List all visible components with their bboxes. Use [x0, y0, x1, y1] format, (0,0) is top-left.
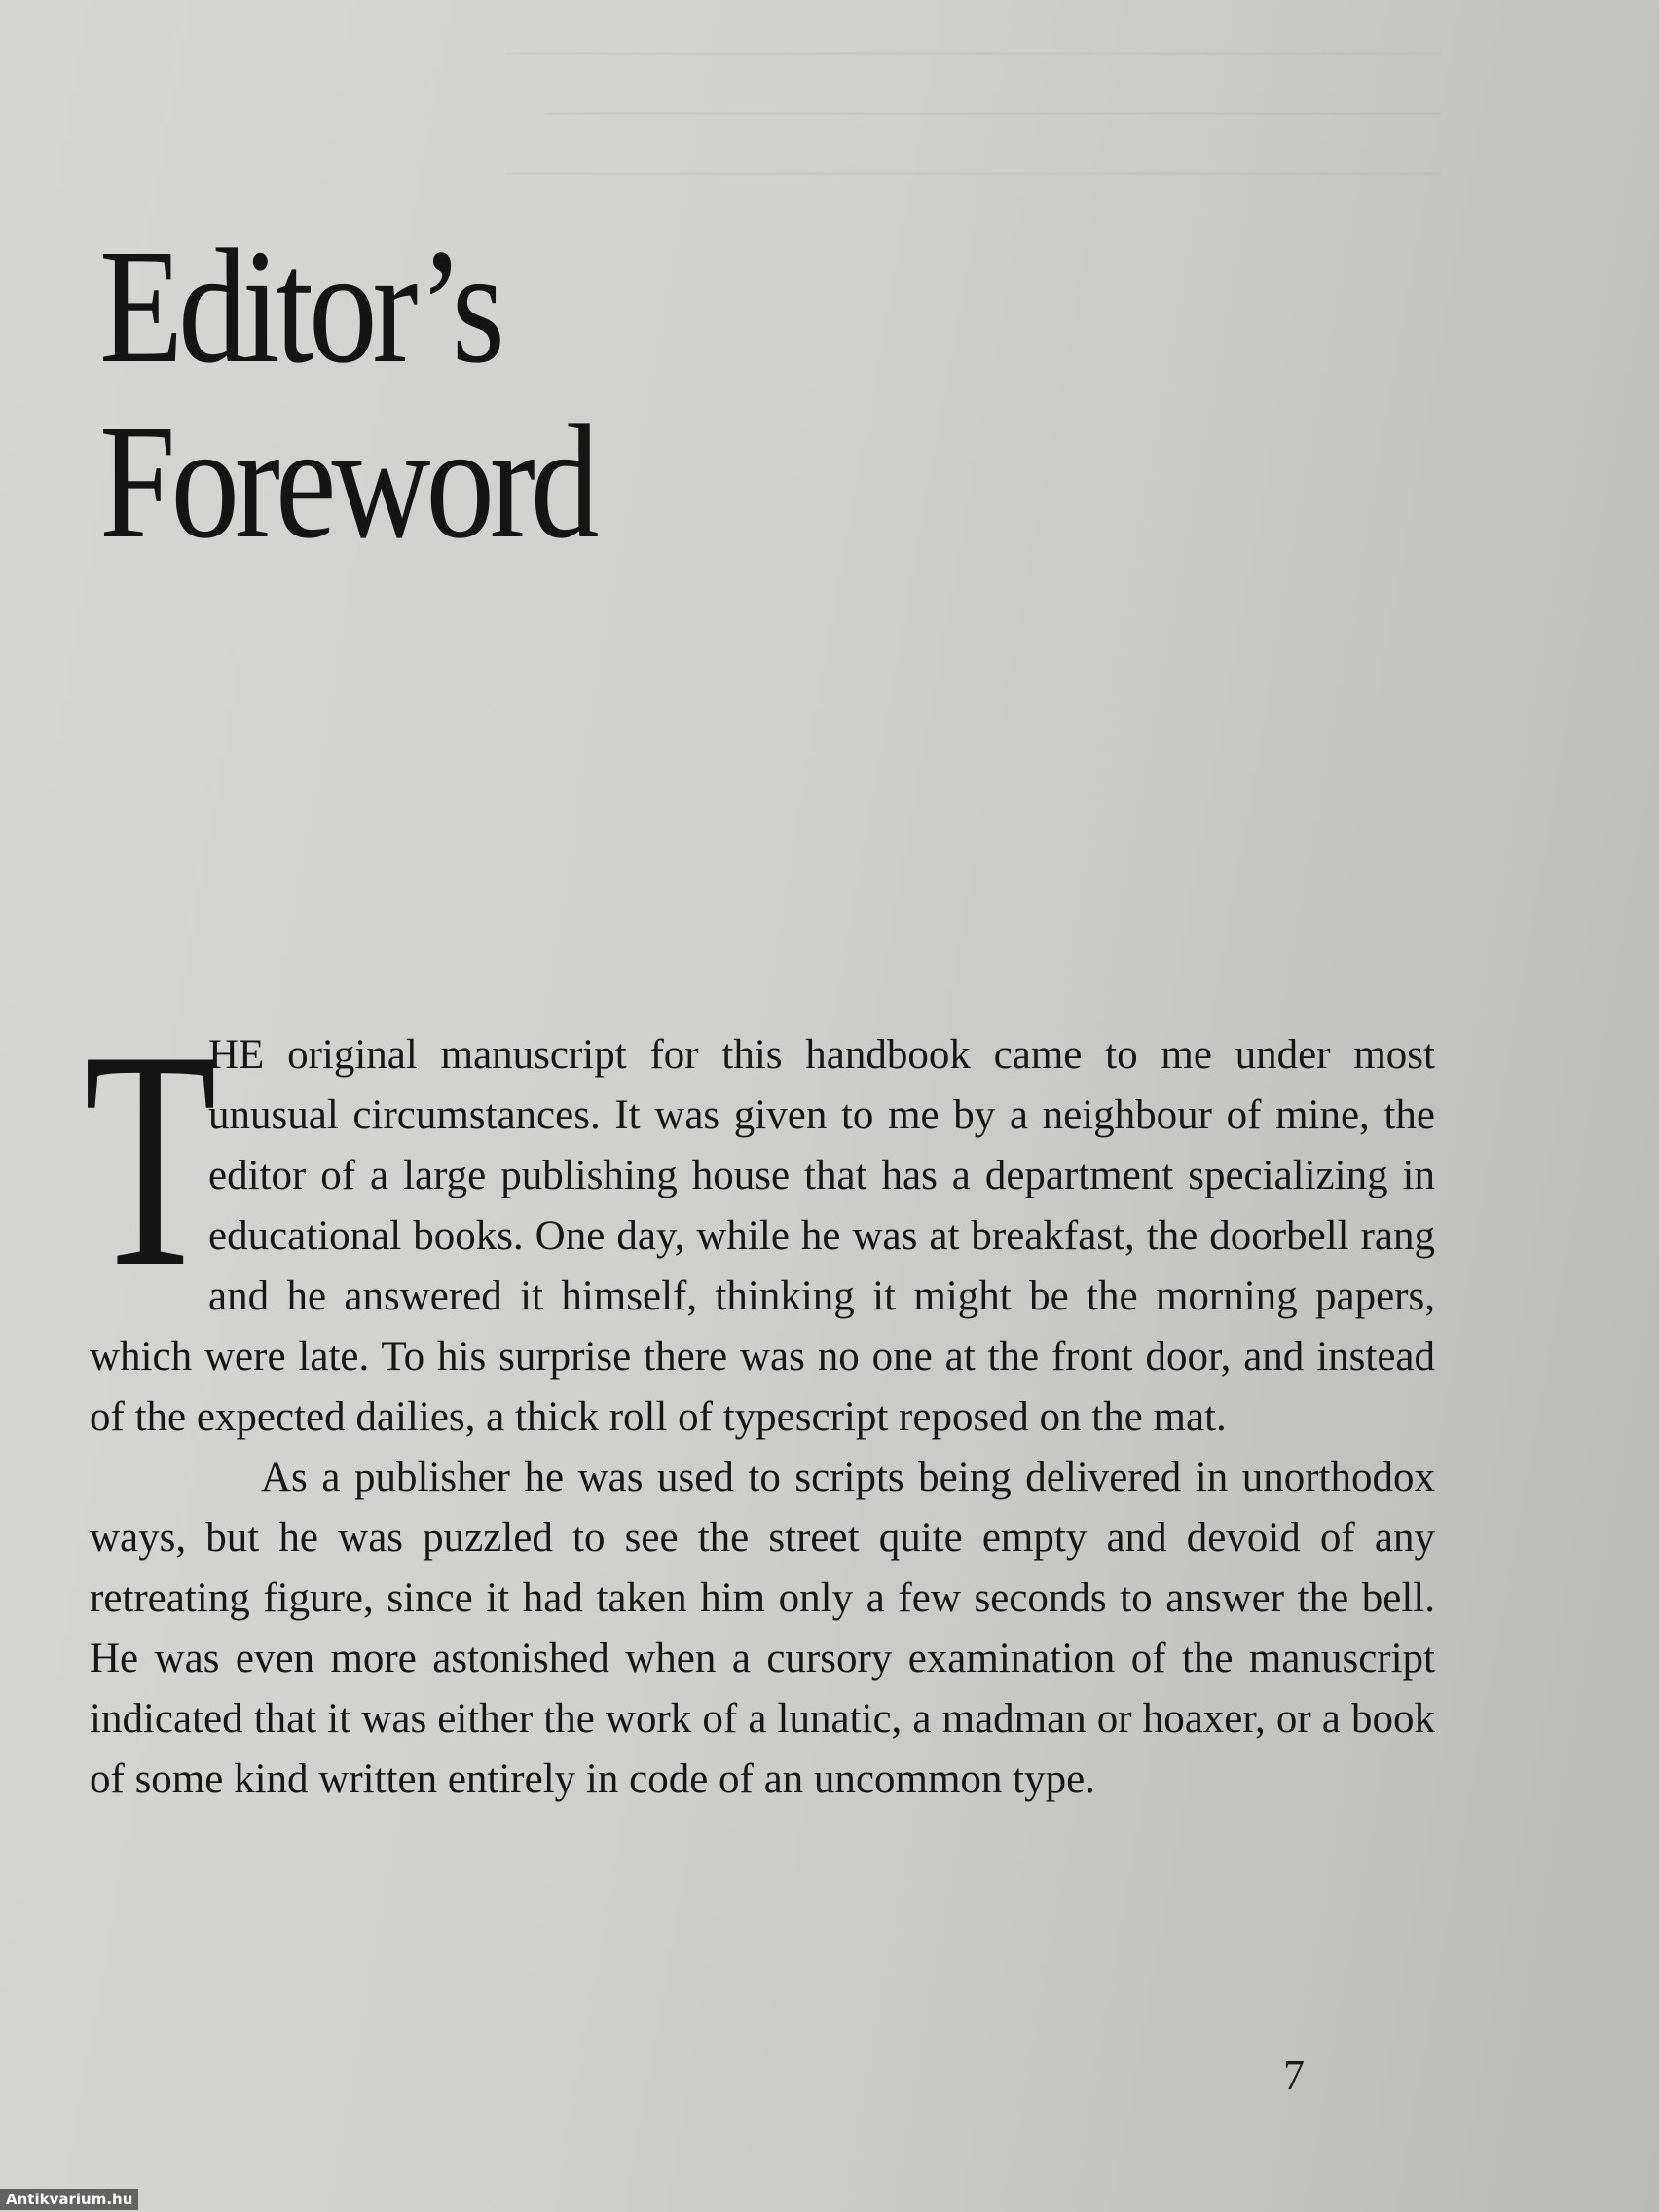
title-line-2: Foreword [99, 391, 595, 572]
paragraph-2: As a publisher he was used to scripts being delivered in unorthodox ways, but he was puzzled to see the street quite empty and devoid of any retreating figure, since it had taken him only a few seconds to answer the bell. He was even more astonished when a cursory examination of the manuscript indicated that it was either the work of a lunatic, a madman or hoaxer, or a book of some kind written entirely in code of an uncommon type. [90, 1455, 1435, 1802]
watermark: Antikvarium.hu [0, 2189, 138, 2210]
show-through-texture: ———————————————————————— ——————————————————————— ———————————————————————— [506, 27, 1441, 192]
page-title [99, 216, 595, 572]
body-text [84, 987, 1435, 1810]
title-line-1: Editor’s [99, 216, 500, 397]
drop-cap: T [84, 987, 217, 1332]
paragraph-1-text: HE original manuscript for this handbook came to me under most unusual circumstances. It was given to me by a neighbour of mine, the editor of a large publishing house that has a department specializing in educational books. One day, while he was at breakfast, the doorbell rang and he answered it himself, thinking it might be the morning papers, which were late. To his surprise there was no one at the front door, and instead of the expected dailies, a thick roll of typescript reposed on the mat. [90, 1032, 1435, 1440]
page-number: 7 [1283, 2051, 1305, 2099]
paragraph-1 [84, 987, 1435, 1448]
